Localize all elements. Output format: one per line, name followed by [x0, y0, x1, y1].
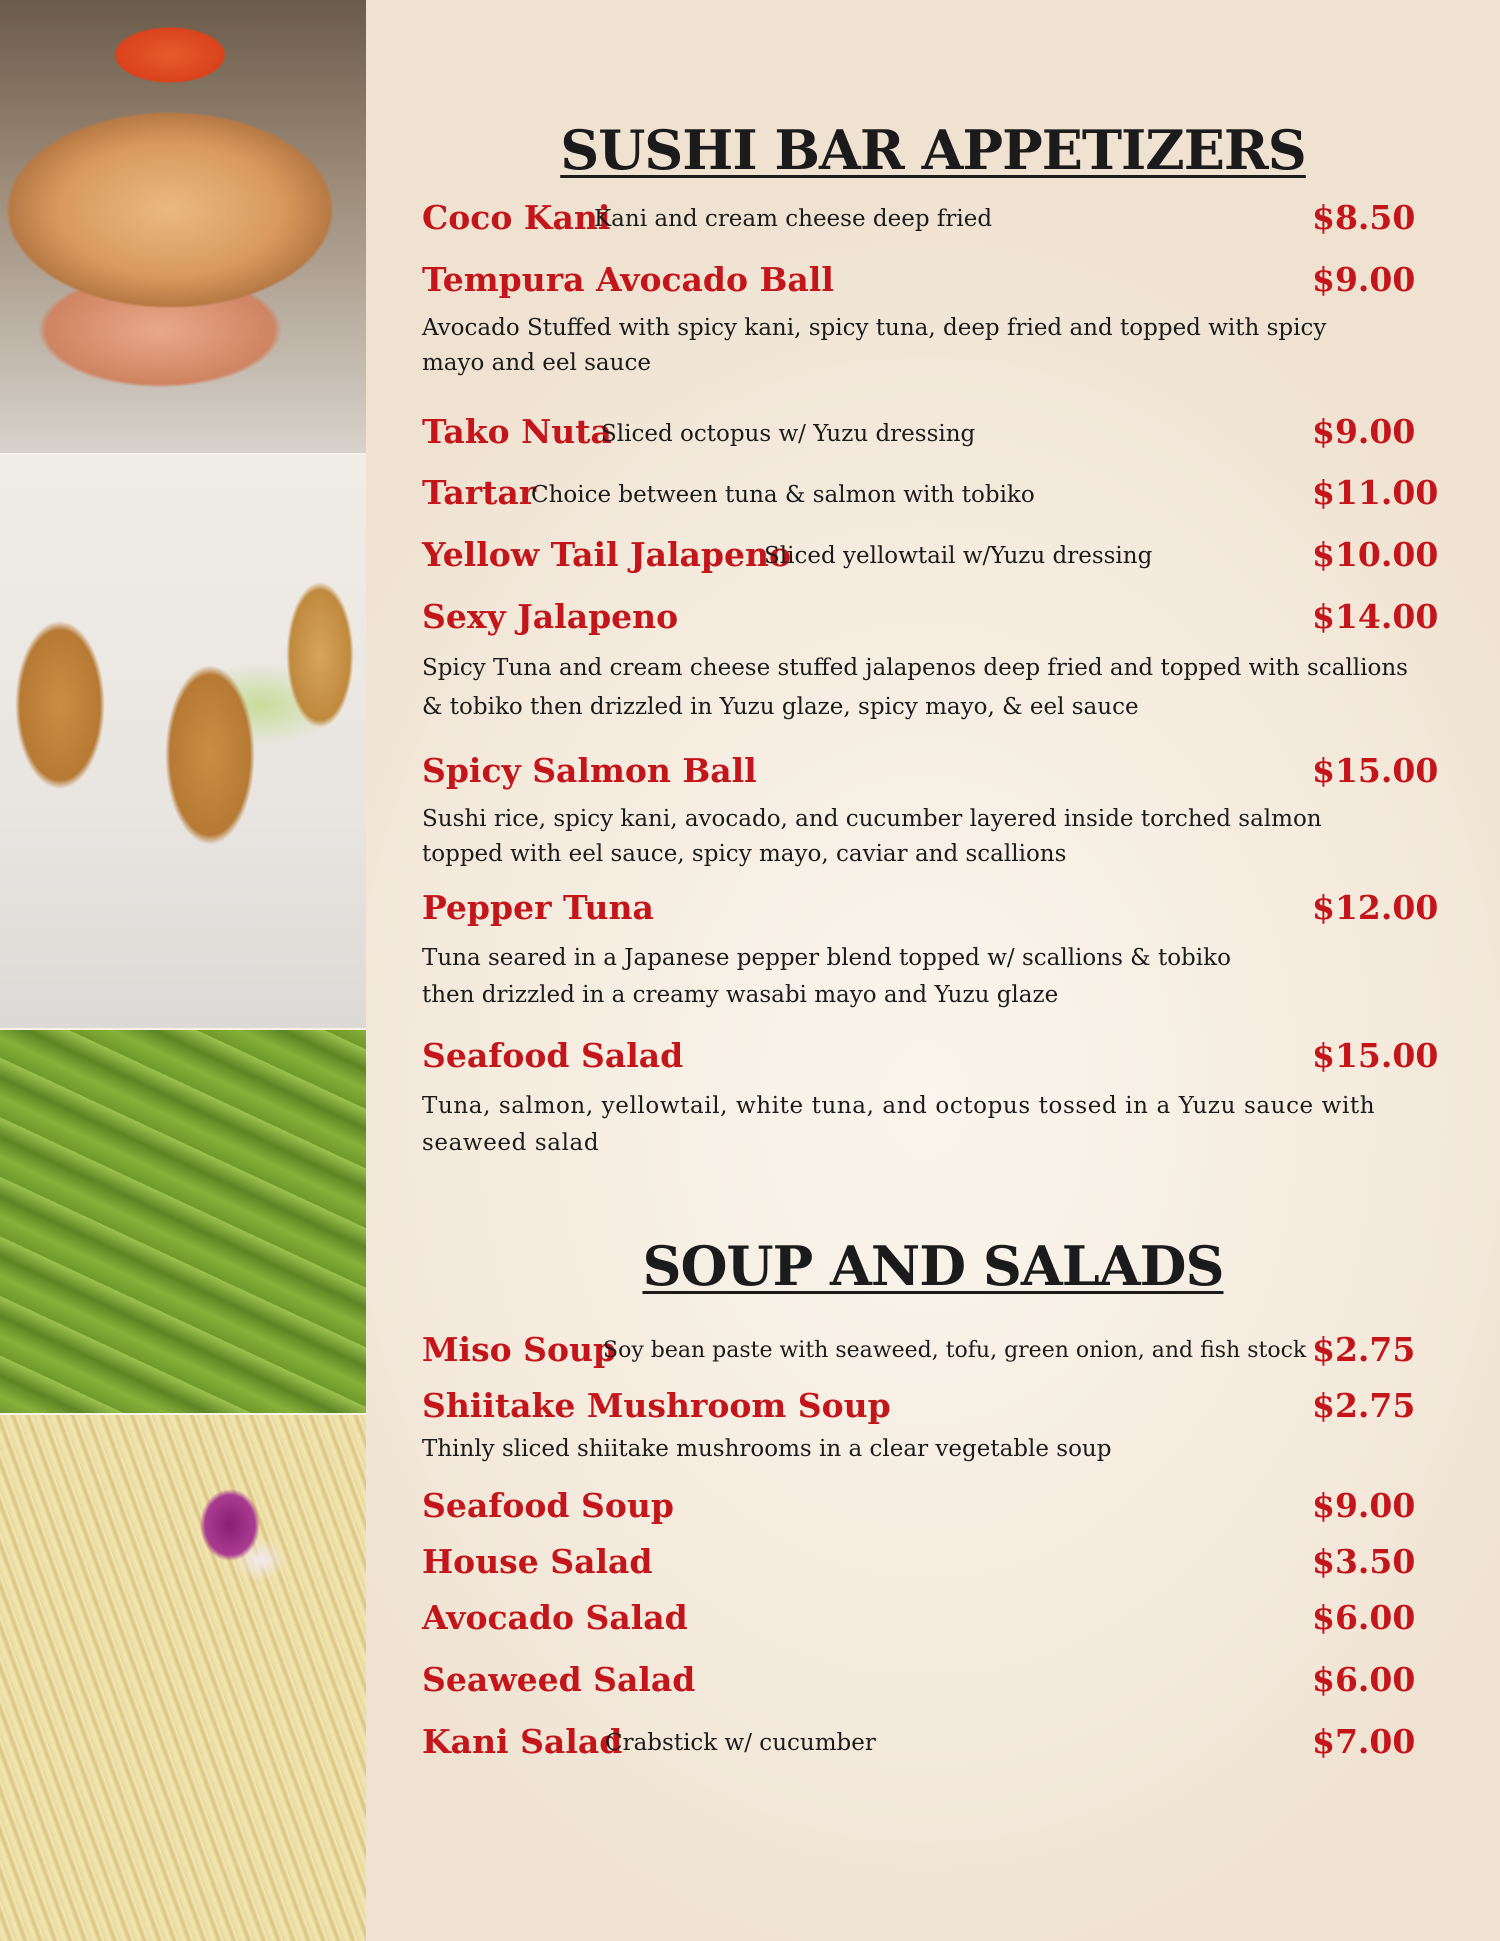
menu-item-name: Pepper Tuna [422, 888, 654, 927]
description-line: Avocado Stuffed with spicy kani, spicy tuna, deep fried and topped with spicy [422, 315, 1327, 341]
menu-item-price: $2.75 [1312, 1386, 1416, 1425]
menu-item-price: $3.50 [1312, 1542, 1416, 1581]
description-line: then drizzled in a creamy wasabi mayo and Yuzu glaze [422, 982, 1059, 1008]
description-line: Spicy Tuna and cream cheese stuffed jalapenos deep fried and topped with scallions [422, 655, 1408, 681]
menu-item-price: $6.00 [1312, 1598, 1416, 1637]
gyoza-photo [0, 455, 366, 1030]
menu-content [366, 0, 1500, 1941]
menu-item-inline-desc: Sliced yellowtail w/Yuzu dressing [764, 543, 1153, 569]
menu-item-name: Shiitake Mushroom Soup [422, 1386, 891, 1425]
menu-item-inline-desc: Kani and cream cheese deep fried [594, 206, 993, 232]
section-heading-appetizers: SUSHI BAR APPETIZERS [560, 118, 1306, 182]
menu-item-price: $10.00 [1312, 535, 1439, 574]
menu-item-price: $2.75 [1312, 1330, 1416, 1369]
section-heading-soups: SOUP AND SALADS [642, 1234, 1224, 1298]
menu-item-name: Seafood Soup [422, 1486, 674, 1525]
menu-item-inline-desc: Sliced octopus w/ Yuzu dressing [601, 421, 976, 447]
description-line: Tuna, salmon, yellowtail, white tuna, and octopus tossed in a Yuzu sauce with [422, 1093, 1376, 1119]
photo-column [0, 0, 366, 1941]
menu-item-description [422, 940, 1432, 1014]
menu-item-price: $8.50 [1312, 198, 1416, 237]
description-line: topped with eel sauce, spicy mayo, caviar and scallions [422, 841, 1067, 867]
menu-item-inline-desc: Soy bean paste with seaweed, tofu, green onion, and fish stock [603, 1338, 1307, 1363]
menu-item-name: Yellow Tail Jalapeno [422, 535, 791, 574]
menu-item-name: Tempura Avocado Ball [422, 260, 834, 299]
menu-item-price: $9.00 [1312, 1486, 1416, 1525]
edamame-photo [0, 1030, 366, 1415]
menu-item-name: Spicy Salmon Ball [422, 751, 757, 790]
menu-item-description [422, 649, 1432, 727]
menu-item-name: Kani Salad [422, 1722, 623, 1761]
description-line: Tuna seared in a Japanese pepper blend topped w/ scallions & tobiko [422, 945, 1231, 971]
menu-item-price: $15.00 [1312, 1036, 1439, 1075]
menu-item-price: $6.00 [1312, 1660, 1416, 1699]
salmon-ball-photo [0, 0, 366, 455]
menu-item-price: $15.00 [1312, 751, 1439, 790]
menu-item-price: $9.00 [1312, 412, 1416, 451]
menu-item-name: Seafood Salad [422, 1036, 684, 1075]
description-line: seaweed salad [422, 1130, 600, 1156]
menu-item-price: $9.00 [1312, 260, 1416, 299]
menu-item-description [422, 802, 1432, 872]
menu-item-description [422, 1088, 1432, 1162]
menu-item-inline-desc: Crabstick w/ cucumber [605, 1730, 876, 1756]
menu-item-name: Tako Nuta [422, 412, 612, 451]
description-line: & tobiko then drizzled in Yuzu glaze, spicy mayo, & eel sauce [422, 694, 1139, 720]
menu-item-description [422, 311, 1432, 381]
menu-item-name: Sexy Jalapeno [422, 597, 679, 636]
menu-item-price: $7.00 [1312, 1722, 1416, 1761]
menu-item-name: Coco Kani [422, 198, 611, 237]
description-line: Sushi rice, spicy kani, avocado, and cucumber layered inside torched salmon [422, 806, 1322, 832]
menu-item-price: $12.00 [1312, 888, 1439, 927]
menu-item-name: Seaweed Salad [422, 1660, 696, 1699]
menu-item-name: Miso Soup [422, 1330, 617, 1369]
menu-item-inline-desc: Choice between tuna & salmon with tobiko [531, 482, 1035, 508]
menu-item-name: Avocado Salad [422, 1598, 688, 1637]
menu-item-price: $11.00 [1312, 473, 1439, 512]
menu-item-name: House Salad [422, 1542, 653, 1581]
description-line: Thinly sliced shiitake mushrooms in a clear vegetable soup [422, 1436, 1112, 1462]
menu-item-name: Tartar [422, 473, 537, 512]
kani-salad-photo [0, 1415, 366, 1941]
description-line: mayo and eel sauce [422, 350, 651, 376]
menu-item-description [422, 1432, 1432, 1467]
menu-item-price: $14.00 [1312, 597, 1439, 636]
